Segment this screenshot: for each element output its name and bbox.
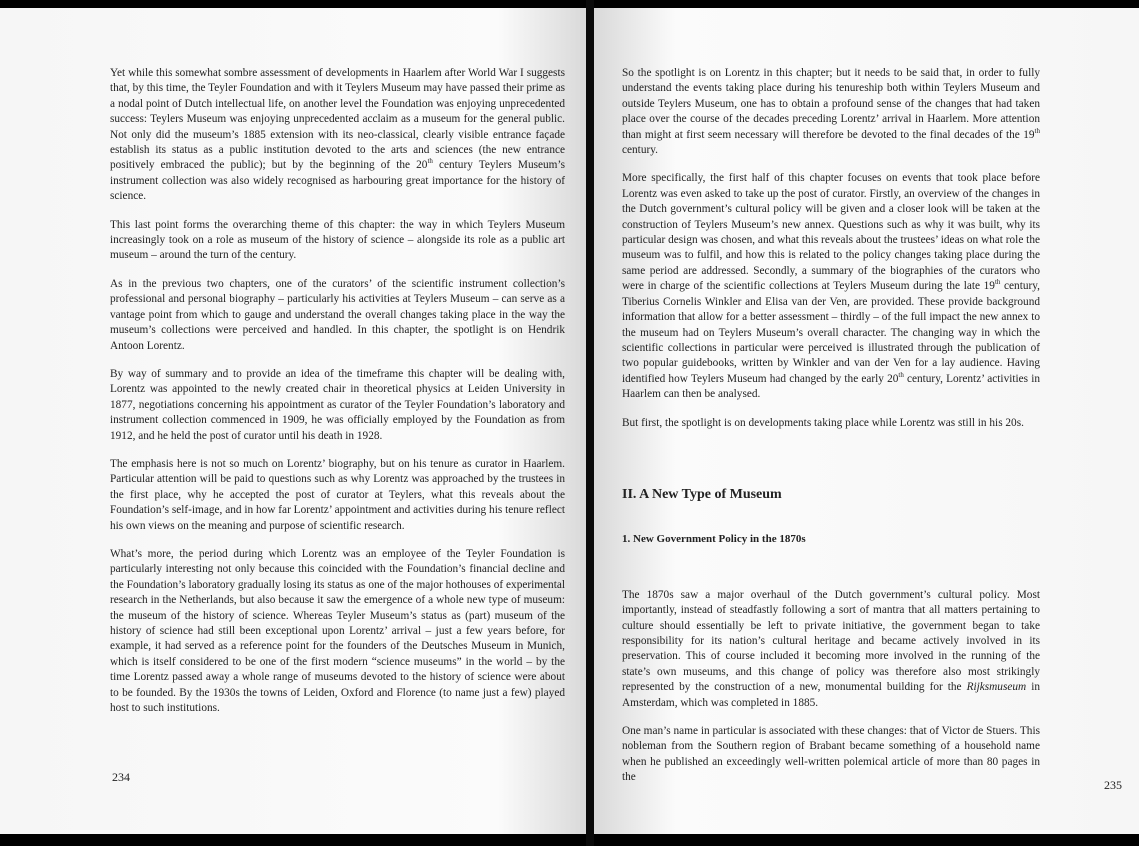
paragraph: One man’s name in particular is associated with these changes: that of Victor de Stuers. This nobleman from the Southern region of Brabant became something of a household name when he published an exceedingly well-written polemical article of more than 80 pages in the <box>622 725 1040 784</box>
paragraph: By way of summary and to provide an idea of the timeframe this chapter will be dealing with, Lorentz was appointed to the newly created chair in theoretical physics at Leiden University in 1877, negotiations concerning his appointment as curator of the Teyler Foundation’s laboratory and instrument collection commenced in 1909, he was officially employed by the Foundation as from 1912, and he held the post of curator until his death in 1928. <box>110 367 565 442</box>
paragraph: The 1870s saw a major overhaul of the Dutch government’s cultural policy. Most importantly, instead of steadfastly following a sort of mantra that all matters pertaining to culture should essentially be left to private initiative, the government began to take responsibility for its nation’s cultural heritage and became actively involved in its preservation. This of course included it becoming more involved in the running of the state’s own museums, and this change of policy was therefore also most strikingly represented by the construction of a new, monumental building for the Rijksmuseum in Amsterdam, which was completed in 1885. <box>622 588 1040 709</box>
page-number: 234 <box>112 770 130 784</box>
section-heading: II. A New Type of Museum <box>622 486 782 502</box>
book-gutter <box>586 0 594 846</box>
paragraph: This last point forms the overarching theme of this chapter: the way in which Teylers Museum increasingly took on a role as museum of the history of science – alongside its role as a public art museum – around the turn of the century. <box>110 218 565 262</box>
right-text-column <box>622 66 1040 799</box>
subsection-heading: 1. New Government Policy in the 1870s <box>622 533 806 546</box>
paragraph: Yet while this somewhat sombre assessment of developments in Haarlem after World War I suggests that, by this time, the Teyler Foundation and with it Teylers Museum may have passed their prime as a nodal point of Dutch intellectual life, on another level the Foundation was enjoying unprecedented success: Teylers Museum was enjoying unprecedented acclaim as a museum for the general public. Not only did the museum’s 1885 extension with its neo-classical, clearly visible entrance façade establish its status as a public institution devoted to the arts and sciences (the new entrance positively embraced the public); but by the beginning of the 20th century Teylers Museum’s instrument collection was also widely recognised as harbouring great importance for the history of science. <box>110 67 565 203</box>
paragraph: As in the previous two chapters, one of the curators’ of the scientific instrument collection’s professional and personal biography – particularly his activities at Teylers Museum – can serve as a vantage point from which to gauge and understand the overall changes taking place in the way the museum’s collections were perceived and handled. In this chapter, the spotlight is on Hendrik Antoon Lorentz. <box>110 277 565 352</box>
paragraph: What’s more, the period during which Lorentz was an employee of the Teyler Foundation is particularly interesting not only because this coincided with the Foundation’s financial decline and the Foundation’s laboratory gradually losing its status as one of the major hothouses of experimental research in the Netherlands, but also because it saw the emergence of a whole new type of museum: the museum of the history of science. Whereas Teyler Museum’s status as (part) museum of the history of science had still been exceptional upon Lorentz’ arrival – just a few years before, for example, it had served as a reference point for the founders of the Deutsches Museum in Munich, which is itself considered to be one of the first modern “science museums” in the world – by the time Lorentz passed away a whole range of museums devoted to the history of science were about to be founded. By the 1930s the towns of Leiden, Oxford and Florence (to name just a few) played host to such institutions. <box>110 547 565 715</box>
paragraph: More specifically, the first half of this chapter focuses on events that took place before Lorentz was even asked to take up the post of curator. Firstly, an overview of the changes in the Dutch government’s cultural policy will be given and a closer look will be taken at the construction of Teylers Museum’s new annex. Questions such as why it was built, why its particular design was chosen, and what this reveals about the trustees’ ideas on what role the museum was to fulfil, and how this is related to the policy changes taking place during the same period are addressed. Secondly, a summary of the biographies of the curators who were in charge of the scientific collections at Teylers Museum during the late 19th century, Tiberius Cornelis Winkler and Elisa van der Ven, are provided. These provide background information that allow for a better assessment – thirdly – of the full impact the new annex to the museum had on Teylers Museum’s overall character. The changing way in which the scientific collections in particular were perceived is illustrated through the publication of two popular guidebooks, written by Winkler and van der Ven for a lay audience. Having identified how Teylers Museum had changed by the early 20th century, Lorentz’ activities in Haarlem can then be analysed. <box>622 172 1040 401</box>
left-text-column <box>110 66 565 729</box>
right-page <box>594 8 1139 834</box>
paragraph: So the spotlight is on Lorentz in this chapter; but it needs to be said that, in order to fully understand the events taking place during his tenureship both within Teylers Museum and outside Teylers Museum, one has to obtain a profound sense of the changes that had taken place over the course of the decades preceding Lorentz’ arrival in Haarlem. More attention than might at first seem necessary will therefore be devoted to the final decades of the 19th century. <box>622 67 1040 157</box>
left-page <box>0 8 586 834</box>
paragraph: But first, the spotlight is on developments taking place while Lorentz was still in his 20s. <box>622 416 1024 429</box>
page-number: 235 <box>1104 778 1122 792</box>
paragraph: The emphasis here is not so much on Lorentz’ biography, but on his tenure as curator in Haarlem. Particular attention will be paid to questions such as why Lorentz was approached by the trustees in the first place, why he accepted the post of curator at Teylers, what this reveals about the Foundation’s self-image, and in how far Lorentz’ appointment and activities during his tenure reflect his own views on the meaning and purpose of scientific research. <box>110 457 565 532</box>
